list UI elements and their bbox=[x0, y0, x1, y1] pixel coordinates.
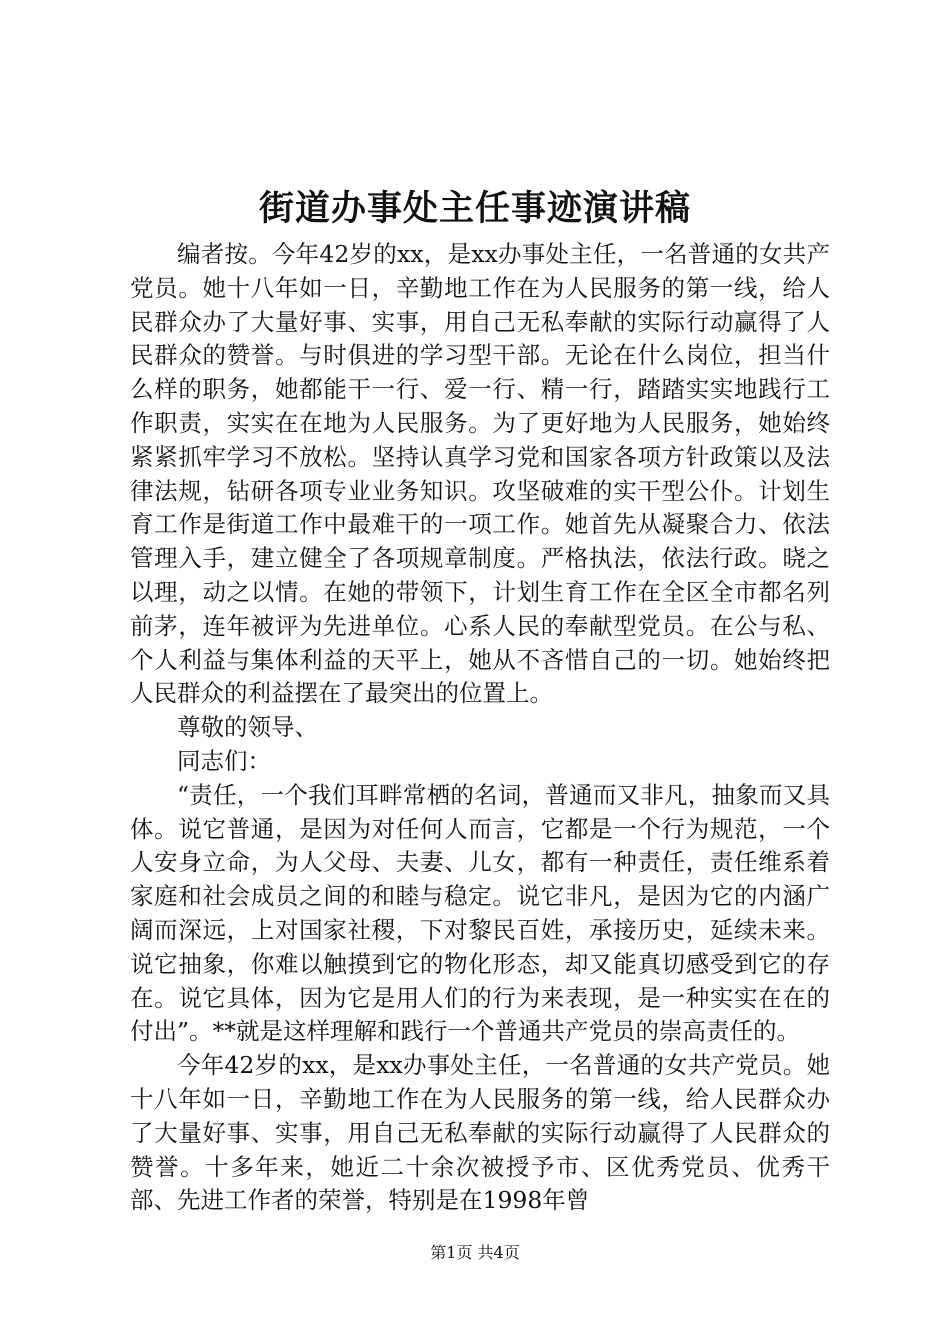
page-number-footer: 第1页 共4页 bbox=[430, 1243, 520, 1262]
paragraph-salutation-comrades: 同志们： bbox=[177, 746, 271, 775]
paragraph-introduction: 今年42岁的xx，是xx办事处主任，一名普通的女共产党员。她十八年如一日，辛勤地工作在为人民服务的第一线，给人民群众办了大量好事、实事，用自己无私奉献的实际行动赢得了人民群众的赞誉。十多年来，她近二十余次被授予市、区优秀党员、优秀干部、先进工作者的荣誉，特别是在1998年曾 bbox=[130, 1051, 830, 1215]
paragraph-salutation-leaders: 尊敬的领导、 bbox=[177, 713, 318, 742]
paragraph-responsibility: “责任，一个我们耳畔常栖的名词，普通而又非凡，抽象而又具体。说它普通，是因为对任何人而言，它都是一个行为规范，一个人安身立命，为人父母、夫妻、儿女，都有一种责任，责任维系着家庭和社会成员之间的和睦与稳定。说它非凡，是因为它的内涵广阔而深远，上对国家社稷，下对黎民百姓，承接历史，延续未来。说它抽象，你难以触摸到它的物化形态，却又能真切感受到它的存在。说它具体，因为它是用人们的行为来表现，是一种实实在在的付出”。**就是这样理解和践行一个普通共产党员的崇高责任的。 bbox=[130, 780, 830, 1046]
paragraph-editor-note: 编者按。今年42岁的xx，是xx办事处主任，一名普通的女共产党员。她十八年如一日，辛勤地工作在为人民服务的第一线，给人民群众办了大量好事、实事，用自己无私奉献的实际行动赢得了人民群众的赞誉。与时俱进的学习型干部。无论在什么岗位，担当什么样的职务，她都能干一行、爱一行、精一行，踏踏实实地践行工作职责，实实在在地为人民服务。为了更好地为人民服务，她始终紧紧抓牢学习不放松。坚持认真学习党和国家各项方针政策以及法律法规，钻研各项专业业务知识。攻坚破难的实干型公仆。计划生育工作是街道工作中最难干的一项工作。她首先从凝聚合力、依法管理入手，建立健全了各项规章制度。严格执法，依法行政。晓之以理，动之以情。在她的带领下，计划生育工作在全区全市都名列前茅，连年被评为先进单位。心系人民的奉献型党员。在公与私、个人利益与集体利益的天平上，她从不吝惜自己的一切。她始终把人民群众的利益摆在了最突出的位置上。 bbox=[130, 240, 830, 708]
document-title: 街道办事处主任事迹演讲稿 bbox=[258, 188, 691, 229]
document-body bbox=[130, 238, 830, 1218]
